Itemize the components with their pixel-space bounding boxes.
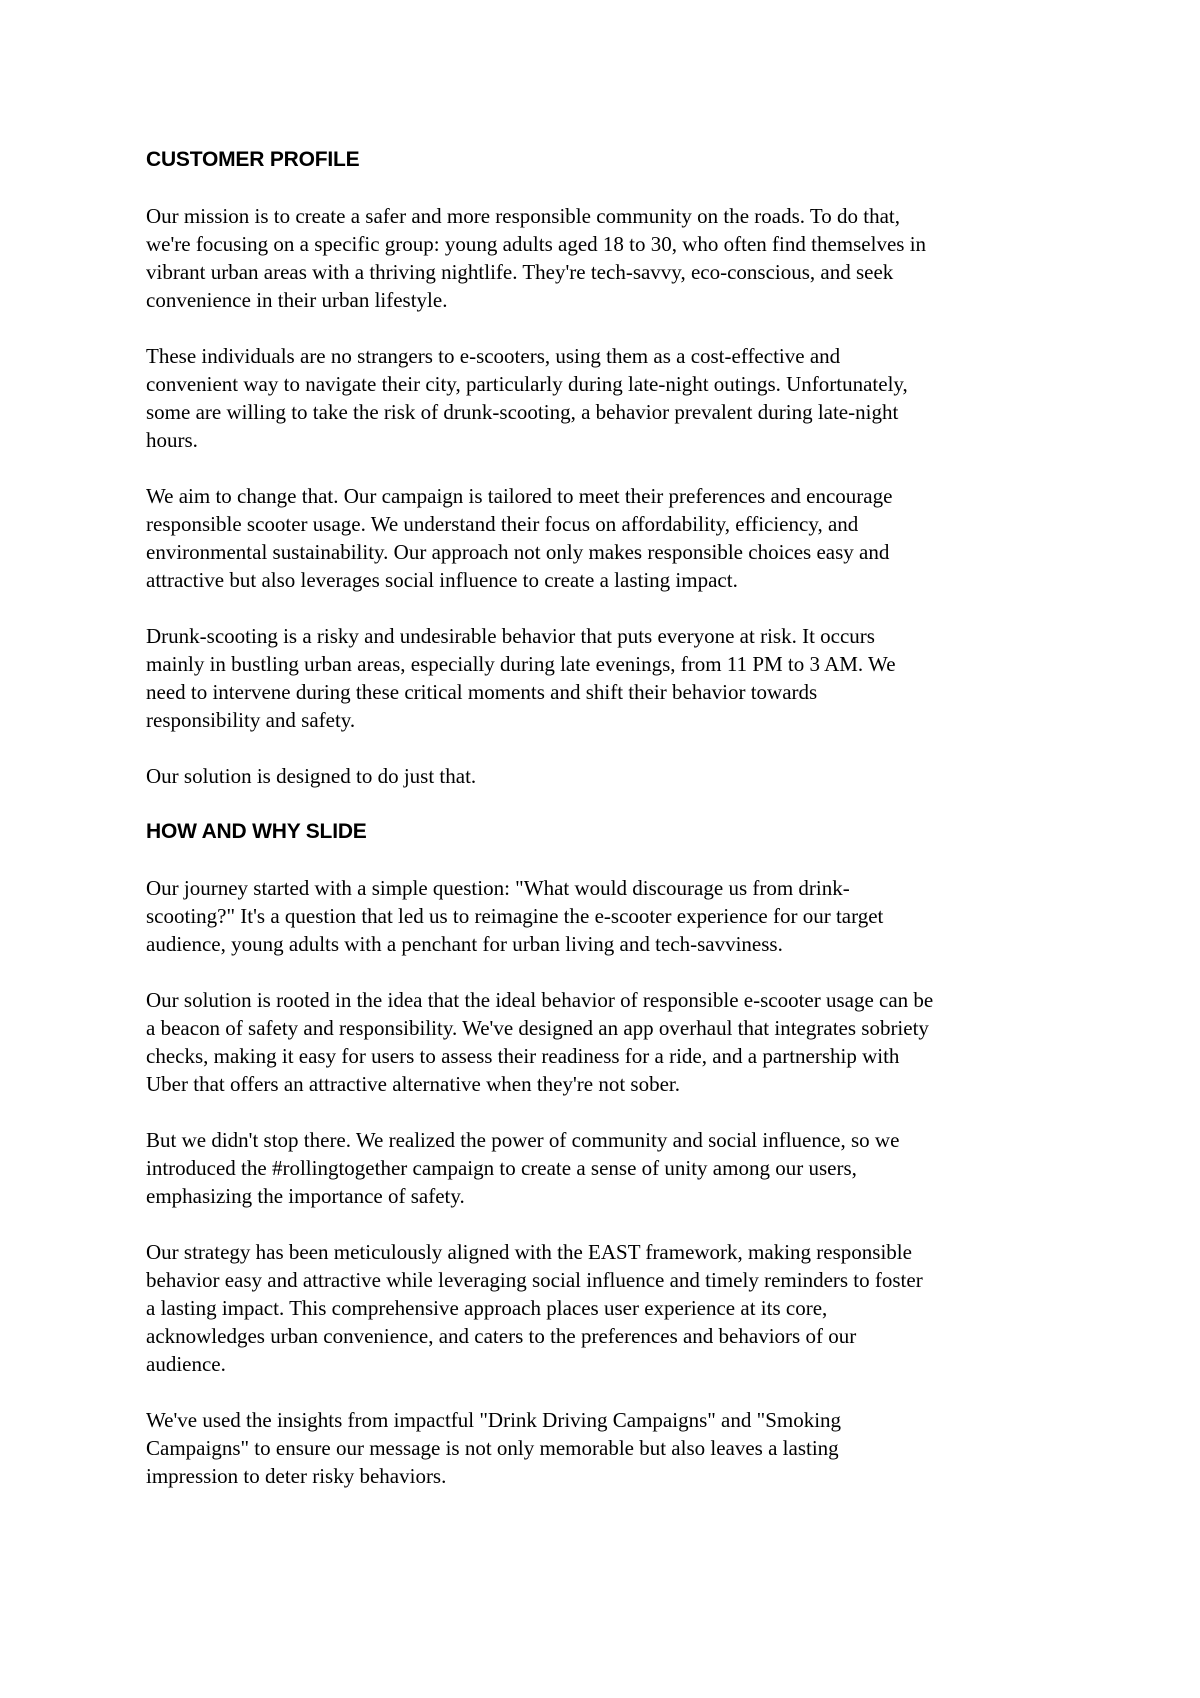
section-heading: HOW AND WHY SLIDE: [146, 820, 367, 843]
document-body: [146, 146, 1066, 1518]
section-customer-profile: [146, 146, 1066, 790]
section-how-and-why: [146, 818, 1066, 1490]
paragraph: Drunk-scooting is a risky and undesirable behavior that puts everyone at risk. It occurs mainly in bustling urban areas, especially during late evenings, from 11 PM to 3 AM. We need to intervene during these critical moments and shift their behavior towards responsibility and safety.: [146, 624, 896, 732]
section-heading: CUSTOMER PROFILE: [146, 148, 360, 171]
paragraph: We've used the insights from impactful "Drink Driving Campaigns" and "Smoking Campaigns" to ensure our message is not only memorable but also leaves a lasting impression to deter risky behaviors.: [146, 1408, 842, 1488]
paragraph: We aim to change that. Our campaign is tailored to meet their preferences and encourage responsible scooter usage. We understand their focus on affordability, efficiency, and environmental sustainability. Our approach not only makes responsible choices easy and attractive but also leverages social influence to create a lasting impact.: [146, 484, 893, 592]
paragraph: Our solution is rooted in the idea that the ideal behavior of responsible e-scooter usage can be a beacon of safety and responsibility. We've designed an app overhaul that integrates sobriety checks, making it easy for users to assess their readiness for a ride, and a partnership with Uber that offers an attractive alternative when they're not sober.: [146, 988, 934, 1096]
paragraph: But we didn't stop there. We realized the power of community and social influence, so we introduced the #rollingtogether campaign to create a sense of unity among our users, emphasizing the importance of safety.: [146, 1128, 900, 1208]
paragraph: These individuals are no strangers to e-scooters, using them as a cost-effective and convenient way to navigate their city, particularly during late-night outings. Unfortunately, some are willing to take the risk of drunk-scooting, a behavior prevalent during late-night hours.: [146, 344, 908, 452]
paragraph: Our solution is designed to do just that.: [146, 764, 477, 788]
paragraph: Our journey started with a simple question: "What would discourage us from drink- scooting?" It's a question that led us to reimagine the e-scooter experience for our target audience, young adults with a penchant for urban living and tech-savviness.: [146, 876, 884, 956]
paragraph: Our strategy has been meticulously aligned with the EAST framework, making responsible behavior easy and attractive while leveraging social influence and timely reminders to foster a lasting impact. This comprehensive approach places user experience at its core, acknowledges urban convenience, and caters to the preferences and behaviors of our audience.: [146, 1240, 923, 1376]
paragraph: Our mission is to create a safer and more responsible community on the roads. To do that, we're focusing on a specific group: young adults aged 18 to 30, who often find themselves in vibrant urban areas with a thriving nightlife. They're tech-savvy, eco-conscious, and seek convenience in their urban lifestyle.: [146, 204, 927, 312]
